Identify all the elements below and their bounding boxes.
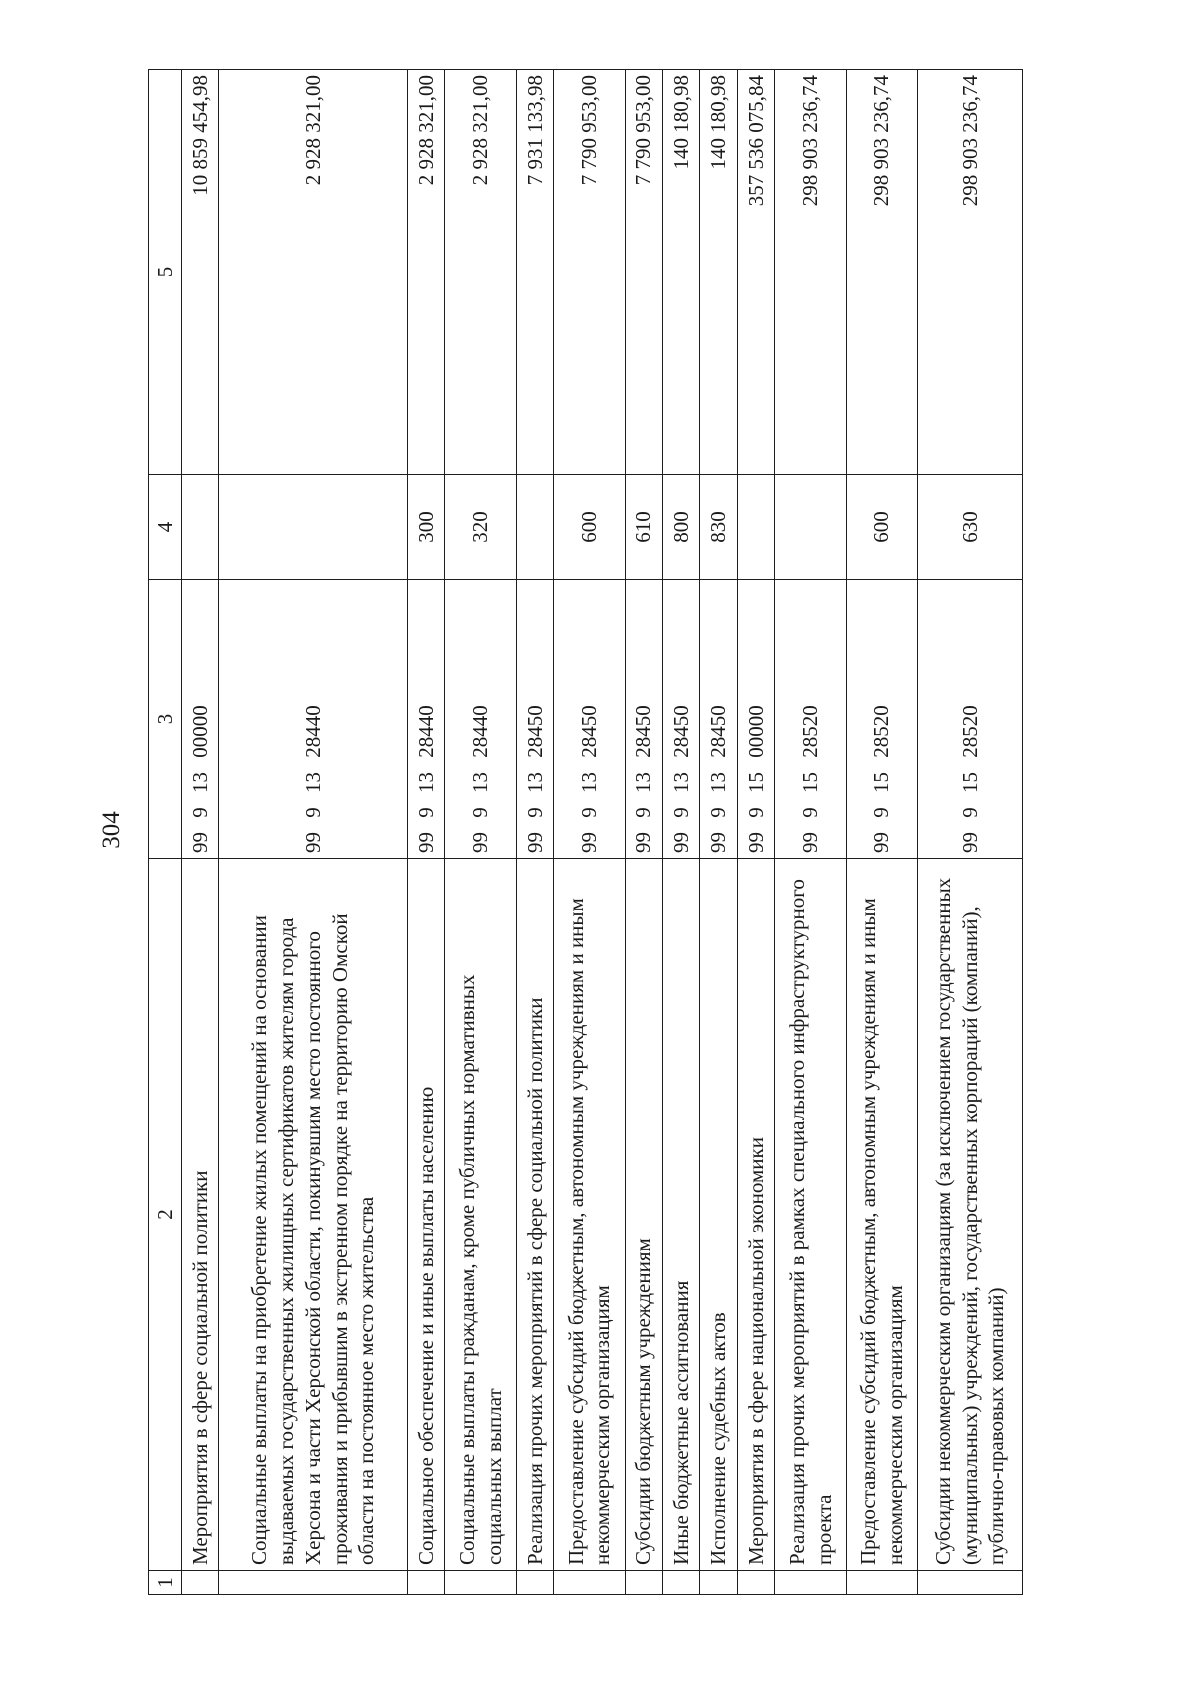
row-expense-type-cell <box>737 475 774 580</box>
row-sum-cell: 7 790 953,00 <box>625 70 662 475</box>
row-expense-type-cell: 800 <box>663 475 700 580</box>
row-sum-cell: 357 536 075,84 <box>737 70 774 475</box>
row-code-cell: 99 9 15 28520 <box>775 580 846 859</box>
table-row <box>516 70 554 1595</box>
row-code-cell: 99 9 15 28520 <box>846 580 917 859</box>
table-row <box>700 70 737 1595</box>
row-sum-cell: 2 928 321,00 <box>219 70 407 475</box>
row-number-cell <box>516 1571 554 1595</box>
row-number-cell <box>775 1571 846 1595</box>
row-sum-cell: 2 928 321,00 <box>407 70 445 475</box>
header-col-3: 3 <box>149 580 182 859</box>
header-col-1: 1 <box>149 1571 182 1595</box>
row-name-cell: Мероприятия в сфере национальной экономики <box>737 859 774 1571</box>
row-code-cell: 99 9 13 28440 <box>407 580 445 859</box>
row-expense-type-cell: 630 <box>917 475 1022 580</box>
table-row <box>554 70 625 1595</box>
row-code-cell: 99 9 13 28450 <box>554 580 625 859</box>
row-code-cell: 99 9 13 28450 <box>625 580 662 859</box>
row-name-cell: Мероприятия в сфере социальной политики <box>182 859 219 1571</box>
row-name-cell: Социальные выплаты на приобретение жилых помещений на основании выдаваемых государственных жилищных сертификатов жителям города Херсона и части Херсонской области, покинувшим место постоянного проживания и прибывшим в экстренном порядке на территорию Омской области на постоянное место жительства <box>219 859 407 1571</box>
budget-table <box>148 69 1023 1595</box>
row-number-cell <box>445 1571 516 1595</box>
row-sum-cell: 298 903 236,74 <box>917 70 1022 475</box>
row-name-cell: Предоставление субсидий бюджетным, автономным учреждениям и иным некоммерческим организациям <box>846 859 917 1571</box>
budget-table-container <box>148 70 1023 1595</box>
row-expense-type-cell <box>516 475 554 580</box>
row-sum-cell: 140 180,98 <box>700 70 737 475</box>
header-col-4: 4 <box>149 475 182 580</box>
row-number-cell <box>846 1571 917 1595</box>
row-number-cell <box>917 1571 1022 1595</box>
row-name-cell: Реализация прочих мероприятий в сфере социальной политики <box>516 859 554 1571</box>
row-expense-type-cell: 300 <box>407 475 445 580</box>
row-expense-type-cell <box>182 475 219 580</box>
row-expense-type-cell <box>775 475 846 580</box>
row-name-cell: Социальные выплаты гражданам, кроме публичных нормативных социальных выплат <box>445 859 516 1571</box>
row-sum-cell: 7 931 133,98 <box>516 70 554 475</box>
table-row <box>407 70 445 1595</box>
row-sum-cell: 10 859 454,98 <box>182 70 219 475</box>
row-expense-type-cell: 600 <box>554 475 625 580</box>
row-name-cell: Исполнение судебных актов <box>700 859 737 1571</box>
table-row <box>846 70 917 1595</box>
row-code-cell: 99 9 13 28450 <box>516 580 554 859</box>
row-code-cell: 99 9 15 28520 <box>917 580 1022 859</box>
row-name-cell: Предоставление субсидий бюджетным, автономным учреждениям и иным некоммерческим организациям <box>554 859 625 1571</box>
row-sum-cell: 140 180,98 <box>663 70 700 475</box>
row-number-cell <box>737 1571 774 1595</box>
row-code-cell: 99 9 13 00000 <box>182 580 219 859</box>
row-name-cell: Субсидии бюджетным учреждениям <box>625 859 662 1571</box>
table-row <box>182 70 219 1595</box>
row-expense-type-cell: 610 <box>625 475 662 580</box>
row-number-cell <box>625 1571 662 1595</box>
table-row <box>445 70 516 1595</box>
row-code-cell: 99 9 13 28450 <box>663 580 700 859</box>
row-expense-type-cell: 320 <box>445 475 516 580</box>
row-expense-type-cell: 600 <box>846 475 917 580</box>
row-name-cell: Субсидии некоммерческим организациям (за исключением государственных (муниципальных) учреждений, государственных корпораций (компаний), публично-правовых компаний) <box>917 859 1022 1571</box>
row-name-cell: Иные бюджетные ассигнования <box>663 859 700 1571</box>
row-sum-cell: 2 928 321,00 <box>445 70 516 475</box>
row-sum-cell: 298 903 236,74 <box>775 70 846 475</box>
row-number-cell <box>663 1571 700 1595</box>
row-code-cell: 99 9 13 28450 <box>700 580 737 859</box>
table-row <box>663 70 700 1595</box>
row-sum-cell: 7 790 953,00 <box>554 70 625 475</box>
row-number-cell <box>407 1571 445 1595</box>
row-name-cell: Социальное обеспечение и иные выплаты населению <box>407 859 445 1571</box>
row-expense-type-cell: 830 <box>700 475 737 580</box>
header-col-2: 2 <box>149 859 182 1571</box>
row-code-cell: 99 9 15 00000 <box>737 580 774 859</box>
row-name-cell: Реализация прочих мероприятий в рамках специального инфраструктурного проекта <box>775 859 846 1571</box>
row-code-cell: 99 9 13 28440 <box>219 580 407 859</box>
row-number-cell <box>554 1571 625 1595</box>
page-number <box>98 811 125 849</box>
header-col-5: 5 <box>149 70 182 475</box>
table-row <box>219 70 407 1595</box>
table-row <box>737 70 774 1595</box>
page-number-text: 304 <box>98 811 125 849</box>
table-row <box>917 70 1022 1595</box>
table-body <box>182 70 1023 1595</box>
row-sum-cell: 298 903 236,74 <box>846 70 917 475</box>
row-number-cell <box>219 1571 407 1595</box>
row-code-cell: 99 9 13 28440 <box>445 580 516 859</box>
row-number-cell <box>182 1571 219 1595</box>
row-expense-type-cell <box>219 475 407 580</box>
table-row <box>625 70 662 1595</box>
table-row <box>775 70 846 1595</box>
table-header-row <box>149 70 182 1595</box>
row-number-cell <box>700 1571 737 1595</box>
